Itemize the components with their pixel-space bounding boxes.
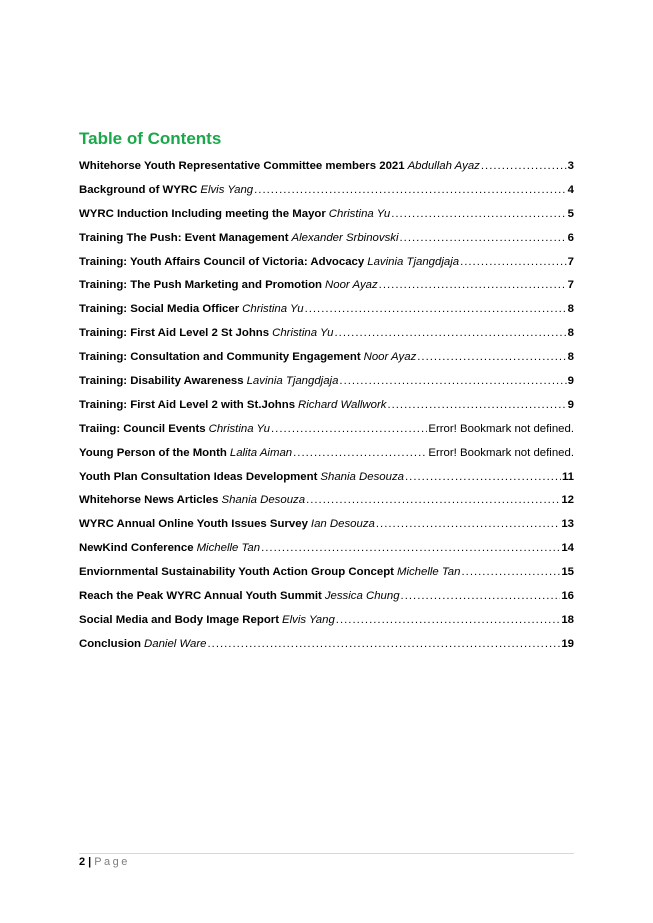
toc-dot-leader <box>481 160 567 172</box>
toc-entry-page: 5 <box>567 207 574 220</box>
footer-page-number: 2 <box>79 856 86 868</box>
toc-entry-page: 8 <box>567 327 574 340</box>
toc-entry[interactable] <box>79 447 574 471</box>
toc-dot-leader <box>401 590 561 602</box>
toc-dot-leader <box>305 303 567 315</box>
toc-dot-leader <box>400 232 567 244</box>
toc-entry-label: WYRC Induction Including meeting the Mayor <box>79 207 326 220</box>
toc-entry-page: Error! Bookmark not defined. <box>428 422 574 435</box>
toc-entry-author: Christina Yu <box>328 207 391 220</box>
toc-dot-leader <box>460 256 567 268</box>
toc-entry-author: Elvis Yang <box>282 613 335 626</box>
toc-entry-author: Lavinia Tjangdjaja <box>367 255 460 268</box>
toc-entry-label: Training: The Push Marketing and Promotion <box>79 279 323 292</box>
toc-entry-label: Training: Consultation and Community Engagement <box>79 351 361 364</box>
toc-entry-author: Christina Yu <box>272 327 334 340</box>
toc-list <box>79 160 574 662</box>
toc-entry-label: Training: Youth Affairs Council of Victoria: Advocacy <box>79 255 365 268</box>
toc-entry-label: Whitehorse Youth Representative Committee members 2021 <box>79 160 405 172</box>
toc-entry-author: Lavinia Tjangdjaja <box>246 375 339 388</box>
toc-entry-author: Lalita Aiman <box>229 446 293 459</box>
toc-entry-author: Daniel Ware <box>144 637 207 650</box>
toc-dot-leader <box>376 518 560 530</box>
toc-dot-leader <box>336 614 561 626</box>
toc-entry[interactable] <box>79 351 574 375</box>
toc-entry-author: Shania Desouza <box>221 494 306 507</box>
toc-dot-leader <box>391 208 566 220</box>
toc-entry-page: 14 <box>561 542 574 555</box>
toc-dot-leader <box>405 471 561 483</box>
toc-entry-label: Training: First Aid Level 2 St Johns <box>79 327 270 340</box>
toc-entry-page: 9 <box>567 398 574 411</box>
toc-dot-leader <box>339 375 566 387</box>
toc-dot-leader <box>335 327 567 339</box>
toc-entry-page: 18 <box>561 613 574 626</box>
toc-entry[interactable] <box>79 256 574 280</box>
toc-entry-page: 11 <box>561 470 574 483</box>
toc-entry-author: Michelle Tan <box>196 542 261 555</box>
toc-dot-leader <box>387 399 566 411</box>
toc-entry-label: Training: Disability Awareness <box>79 375 244 388</box>
toc-entry-author: Christina Yu <box>208 422 271 435</box>
toc-entry[interactable] <box>79 423 574 447</box>
toc-entry-author: Michelle Tan <box>396 566 461 579</box>
toc-entry[interactable] <box>79 160 574 184</box>
toc-entry[interactable] <box>79 184 574 208</box>
toc-entry-label: Young Person of the Month <box>79 446 227 459</box>
toc-entry-label: NewKind Conference <box>79 542 194 555</box>
toc-entry-label: Youth Plan Consultation Ideas Development <box>79 470 318 483</box>
toc-entry-page: 16 <box>561 590 574 603</box>
toc-entry[interactable] <box>79 614 574 638</box>
toc-entry-page: 9 <box>567 375 574 388</box>
toc-title: Table of Contents <box>79 129 222 148</box>
toc-entry-page: 19 <box>561 637 574 650</box>
toc-entry[interactable] <box>79 303 574 327</box>
toc-dot-leader <box>271 423 427 435</box>
toc-entry[interactable] <box>79 327 574 351</box>
toc-entry[interactable] <box>79 542 574 566</box>
toc-entry-label: Whitehorse News Articles <box>79 494 219 507</box>
toc-entry[interactable] <box>79 518 574 542</box>
toc-entry[interactable] <box>79 375 574 399</box>
toc-entry-page: 4 <box>567 183 574 196</box>
toc-entry[interactable] <box>79 208 574 232</box>
toc-dot-leader <box>293 447 427 459</box>
toc-entry-author: Elvis Yang <box>200 183 254 196</box>
toc-entry-label: Conclusion <box>79 637 142 650</box>
toc-entry-label: Training: Social Media Officer <box>79 303 240 316</box>
toc-entry[interactable] <box>79 566 574 590</box>
toc-entry-label: WYRC Annual Online Youth Issues Survey <box>79 518 308 531</box>
toc-entry-page: 7 <box>567 255 574 268</box>
toc-entry-label: Enviornmental Sustainability Youth Action Group Concept <box>79 566 394 579</box>
toc-entry-label: Training: First Aid Level 2 with St.Johns <box>79 398 296 411</box>
toc-entry-page: 8 <box>567 303 574 316</box>
footer-page-label: Page <box>94 856 130 868</box>
toc-entry-label: Background of WYRC <box>79 183 198 196</box>
toc-entry-author: Alexander Srbinovski <box>291 231 399 244</box>
toc-entry[interactable] <box>79 494 574 518</box>
toc-entry-page: 13 <box>561 518 574 531</box>
toc-dot-leader <box>254 184 567 196</box>
toc-entry-page: Error! Bookmark not defined. <box>428 446 574 459</box>
toc-entry[interactable] <box>79 590 574 614</box>
toc-entry[interactable] <box>79 279 574 303</box>
toc-entry-page: 8 <box>567 351 574 364</box>
toc-entry[interactable] <box>79 638 574 662</box>
toc-entry-page: 6 <box>567 231 574 244</box>
toc-entry-author: Jessica Chung <box>324 590 400 603</box>
toc-dot-leader <box>261 542 560 554</box>
toc-entry-label: Training The Push: Event Management <box>79 231 289 244</box>
toc-entry[interactable] <box>79 471 574 495</box>
toc-entry-label: Traiing: Council Events <box>79 422 206 435</box>
toc-entry-author: Noor Ayaz <box>325 279 378 292</box>
toc-entry-author: Noor Ayaz <box>363 351 417 364</box>
toc-entry-author: Ian Desouza <box>310 518 375 531</box>
toc-dot-leader <box>207 638 560 650</box>
toc-entry-page: 7 <box>567 279 574 292</box>
toc-entry-label: Social Media and Body Image Report <box>79 613 280 626</box>
toc-entry-author: Christina Yu <box>242 303 304 316</box>
toc-dot-leader <box>306 494 560 506</box>
toc-entry[interactable] <box>79 232 574 256</box>
toc-entry-label: Reach the Peak WYRC Annual Youth Summit <box>79 590 322 603</box>
toc-entry-page: 15 <box>561 566 574 579</box>
page-footer <box>79 853 574 868</box>
toc-entry-author: Richard Wallwork <box>298 398 387 411</box>
toc-entry-author: Abdullah Ayaz <box>407 160 480 172</box>
footer-separator: | <box>88 856 92 868</box>
toc-dot-leader <box>379 279 567 291</box>
toc-dot-leader <box>417 351 566 363</box>
toc-entry-author: Shania Desouza <box>320 470 404 483</box>
toc-entry-page: 3 <box>567 160 574 172</box>
toc-dot-leader <box>461 566 560 578</box>
toc-entry[interactable] <box>79 399 574 423</box>
toc-entry-page: 12 <box>561 494 574 507</box>
